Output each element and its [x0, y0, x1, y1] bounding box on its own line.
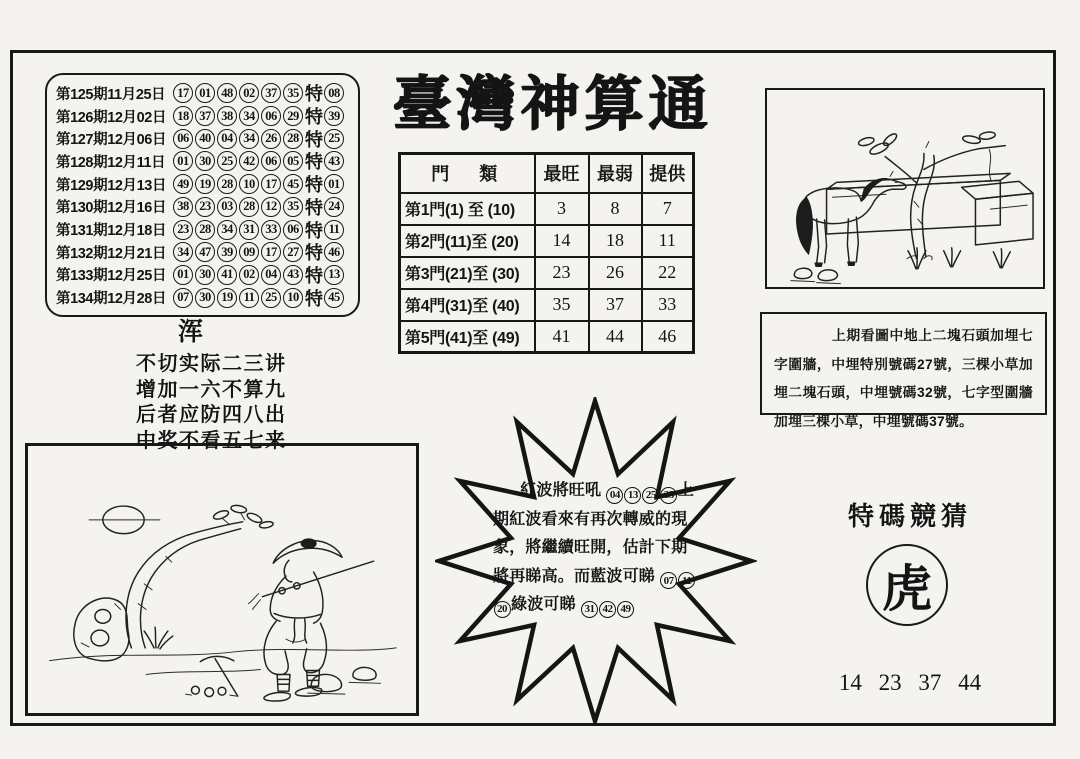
stats-row	[400, 289, 694, 321]
number-balls	[173, 265, 303, 285]
number-ball: 28	[195, 220, 215, 240]
provided-cell: 22	[642, 257, 694, 289]
page-title: 臺灣神算通	[391, 69, 712, 138]
special-number-ball: 43	[324, 151, 344, 171]
number-balls	[173, 288, 303, 308]
number-ball: 47	[195, 242, 215, 262]
number-ball: 25	[261, 288, 281, 308]
weakest-cell: 26	[589, 257, 642, 289]
lotto-result-row	[56, 127, 350, 150]
category-cell: 第5門(41)至 (49)	[400, 321, 535, 353]
number-ball: 01	[195, 83, 215, 103]
draw-date-label: 第134期12月28日	[56, 291, 167, 308]
number-ball: 06	[261, 106, 281, 126]
number-balls	[173, 129, 303, 149]
red-wave-number: 25	[642, 487, 659, 504]
number-ball: 28	[217, 174, 237, 194]
number-ball: 12	[261, 197, 281, 217]
prediction-segment: 上期紅波看來有再次轉威的現象，將繼續旺開，估計下期將再睇高。而藍波可睇	[493, 482, 695, 585]
poem-line: 中奖不看五七来	[136, 429, 287, 452]
number-ball: 23	[195, 197, 215, 217]
category-cell: 第2門(11)至 (20)	[400, 225, 535, 257]
special-number-ball: 39	[324, 106, 344, 126]
weakest-cell: 37	[589, 289, 642, 321]
number-ball: 49	[173, 174, 193, 194]
prediction-segment: 紅波將旺吼	[520, 482, 606, 499]
number-ball: 35	[283, 197, 303, 217]
blue-wave-number: 20	[494, 601, 511, 618]
lotto-result-row	[56, 241, 350, 264]
special-number-ball: 08	[324, 83, 344, 103]
lotto-result-row	[56, 150, 350, 173]
number-ball: 03	[217, 197, 237, 217]
special-label: 特	[305, 107, 323, 127]
number-ball: 10	[283, 288, 303, 308]
special-label: 特	[305, 220, 323, 241]
number-balls	[173, 197, 303, 217]
category-cell: 第4門(31)至 (40)	[400, 289, 535, 321]
number-ball: 17	[261, 174, 281, 194]
number-balls	[173, 242, 303, 262]
draw-date-label: 第129期12月13日	[56, 177, 167, 194]
number-ball: 19	[217, 288, 237, 308]
number-ball: 30	[195, 151, 215, 171]
header-provided: 提供	[642, 154, 694, 193]
number-ball: 05	[283, 151, 303, 171]
number-ball: 33	[261, 220, 281, 240]
number-ball: 34	[239, 129, 259, 149]
number-balls	[173, 83, 303, 103]
weakest-cell: 44	[589, 321, 642, 353]
special-label: 特	[305, 265, 323, 286]
special-label: 特	[305, 84, 323, 105]
number-balls	[173, 220, 303, 240]
draw-date-label: 第131期12月18日	[56, 223, 167, 240]
header-category: 門 類	[400, 154, 535, 193]
number-ball: 06	[173, 129, 193, 149]
hottest-cell: 3	[535, 193, 589, 225]
special-label: 特	[305, 197, 323, 218]
number-ball: 23	[173, 220, 193, 240]
lotto-result-row	[56, 218, 350, 241]
stats-table	[398, 152, 695, 354]
number-ball: 35	[283, 83, 303, 103]
analysis-text: 上期看圖中地上二塊石頭加埋七字圍牆，中埋特別號碼27號，三棵小草加埋二塊石頭，中埋號碼32號，七字型圍牆加埋三棵小草，中埋號碼37號。	[774, 328, 1033, 430]
zodiac-character: 虎	[882, 559, 932, 618]
draw-date-label: 第133期12月25日	[56, 268, 167, 285]
previous-issue-analysis-box	[760, 312, 1047, 430]
number-ball: 29	[283, 106, 303, 126]
number-ball: 18	[173, 106, 193, 126]
number-ball: 10	[239, 174, 259, 194]
number-ball: 01	[173, 265, 193, 285]
lotto-result-row	[56, 82, 350, 105]
draw-date-label: 第126期12月02日	[56, 109, 167, 126]
number-ball: 04	[261, 265, 281, 285]
horse-illustration	[767, 90, 1043, 289]
starburst-prediction	[435, 397, 757, 725]
number-ball: 04	[217, 129, 237, 149]
number-ball: 19	[195, 174, 215, 194]
number-ball: 37	[261, 83, 281, 103]
hottest-cell: 23	[535, 257, 589, 289]
red-wave-number: 13	[624, 487, 641, 504]
stats-table-body	[400, 193, 694, 353]
special-number-ball: 45	[324, 288, 344, 308]
stats-header-row	[400, 154, 694, 193]
draw-date-label: 第132期12月21日	[56, 245, 167, 262]
provided-cell: 7	[642, 193, 694, 225]
poem-line: 增加一六不算九	[136, 378, 287, 401]
number-ball: 38	[173, 197, 193, 217]
lotto-result-row	[56, 286, 350, 309]
special-number-ball: 11	[324, 220, 344, 240]
stats-row	[400, 225, 694, 257]
number-ball: 30	[195, 265, 215, 285]
special-label: 特	[305, 288, 323, 309]
number-ball: 17	[173, 83, 193, 103]
number-ball: 41	[217, 265, 237, 285]
special-number-ball: 01	[324, 174, 344, 194]
prediction-segment: 綠波可睇	[511, 596, 581, 613]
number-ball: 42	[239, 151, 259, 171]
horse-illustration-box	[765, 88, 1045, 289]
number-ball: 37	[195, 106, 215, 126]
farmer-illustration	[28, 446, 416, 715]
hottest-cell: 14	[535, 225, 589, 257]
number-balls	[173, 106, 303, 126]
hottest-cell: 41	[535, 321, 589, 353]
red-wave-number: 04	[606, 487, 623, 504]
special-number-ball: 46	[324, 242, 344, 262]
number-ball: 38	[217, 106, 237, 126]
category-cell: 第3門(21)至 (30)	[400, 257, 535, 289]
stats-row	[400, 321, 694, 353]
number-ball: 39	[217, 242, 237, 262]
weakest-cell: 8	[589, 193, 642, 225]
number-ball: 34	[239, 106, 259, 126]
number-ball: 01	[173, 151, 193, 171]
number-ball: 34	[217, 220, 237, 240]
special-label: 特	[305, 129, 323, 150]
poem-title: 浑	[178, 318, 204, 346]
number-ball: 27	[283, 242, 303, 262]
green-wave-number: 49	[617, 601, 634, 618]
green-wave-number: 42	[599, 601, 616, 618]
stats-row	[400, 257, 694, 289]
lotto-result-row	[56, 173, 350, 196]
poem-block	[136, 312, 386, 454]
number-ball: 25	[217, 151, 237, 171]
special-guess-title: 特碼競猜	[847, 501, 972, 531]
number-ball: 02	[239, 265, 259, 285]
poem-line: 后者应防四八出	[136, 404, 287, 427]
number-ball: 48	[217, 83, 237, 103]
green-wave-number: 31	[581, 601, 598, 618]
special-label: 特	[305, 152, 323, 173]
guess-numbers: 14 23 37 44	[838, 670, 982, 695]
number-ball: 30	[195, 288, 215, 308]
header-weakest: 最弱	[589, 154, 642, 193]
number-ball: 06	[261, 151, 281, 171]
draw-date-label: 第128期12月11日	[56, 154, 166, 171]
special-label: 特	[305, 243, 323, 264]
number-ball: 34	[173, 242, 193, 262]
category-cell: 第1門(1) 至 (10)	[400, 193, 535, 225]
zodiac-circle	[866, 544, 948, 626]
special-number-ball: 24	[324, 197, 344, 217]
weakest-cell: 18	[589, 225, 642, 257]
blue-wave-number: 07	[660, 572, 677, 589]
special-number-ball: 13	[324, 265, 344, 285]
provided-cell: 33	[642, 289, 694, 321]
number-ball: 40	[195, 129, 215, 149]
draw-date-label: 第125期11月25日	[56, 86, 166, 103]
draw-date-label: 第127期12月06日	[56, 132, 167, 149]
provided-cell: 11	[642, 225, 694, 257]
poem-line: 不切实际二三讲	[136, 353, 287, 375]
farmer-illustration-box	[25, 443, 419, 716]
number-ball: 17	[261, 242, 281, 262]
hottest-cell: 35	[535, 289, 589, 321]
number-ball: 06	[283, 220, 303, 240]
number-balls	[173, 151, 303, 171]
red-wave-number: 33	[660, 487, 677, 504]
lotto-result-row	[56, 264, 350, 287]
blue-wave-number: 11	[678, 572, 695, 589]
lotto-result-row	[56, 196, 350, 219]
number-ball: 28	[283, 129, 303, 149]
number-ball: 07	[173, 288, 193, 308]
number-ball: 11	[239, 288, 259, 308]
number-ball: 45	[283, 174, 303, 194]
header-hottest: 最旺	[535, 154, 589, 193]
lotto-result-row	[56, 105, 350, 128]
provided-cell: 46	[642, 321, 694, 353]
number-ball: 09	[239, 242, 259, 262]
wave-prediction-text	[493, 477, 701, 620]
number-ball: 28	[239, 197, 259, 217]
number-ball: 31	[239, 220, 259, 240]
special-label: 特	[305, 175, 323, 196]
draw-date-label: 第130期12月16日	[56, 200, 167, 217]
special-number-ball: 25	[324, 129, 344, 149]
number-ball: 02	[239, 83, 259, 103]
number-balls	[173, 174, 303, 194]
stats-row	[400, 193, 694, 225]
lotto-results-box	[45, 73, 360, 317]
number-ball: 26	[261, 129, 281, 149]
number-ball: 43	[283, 265, 303, 285]
